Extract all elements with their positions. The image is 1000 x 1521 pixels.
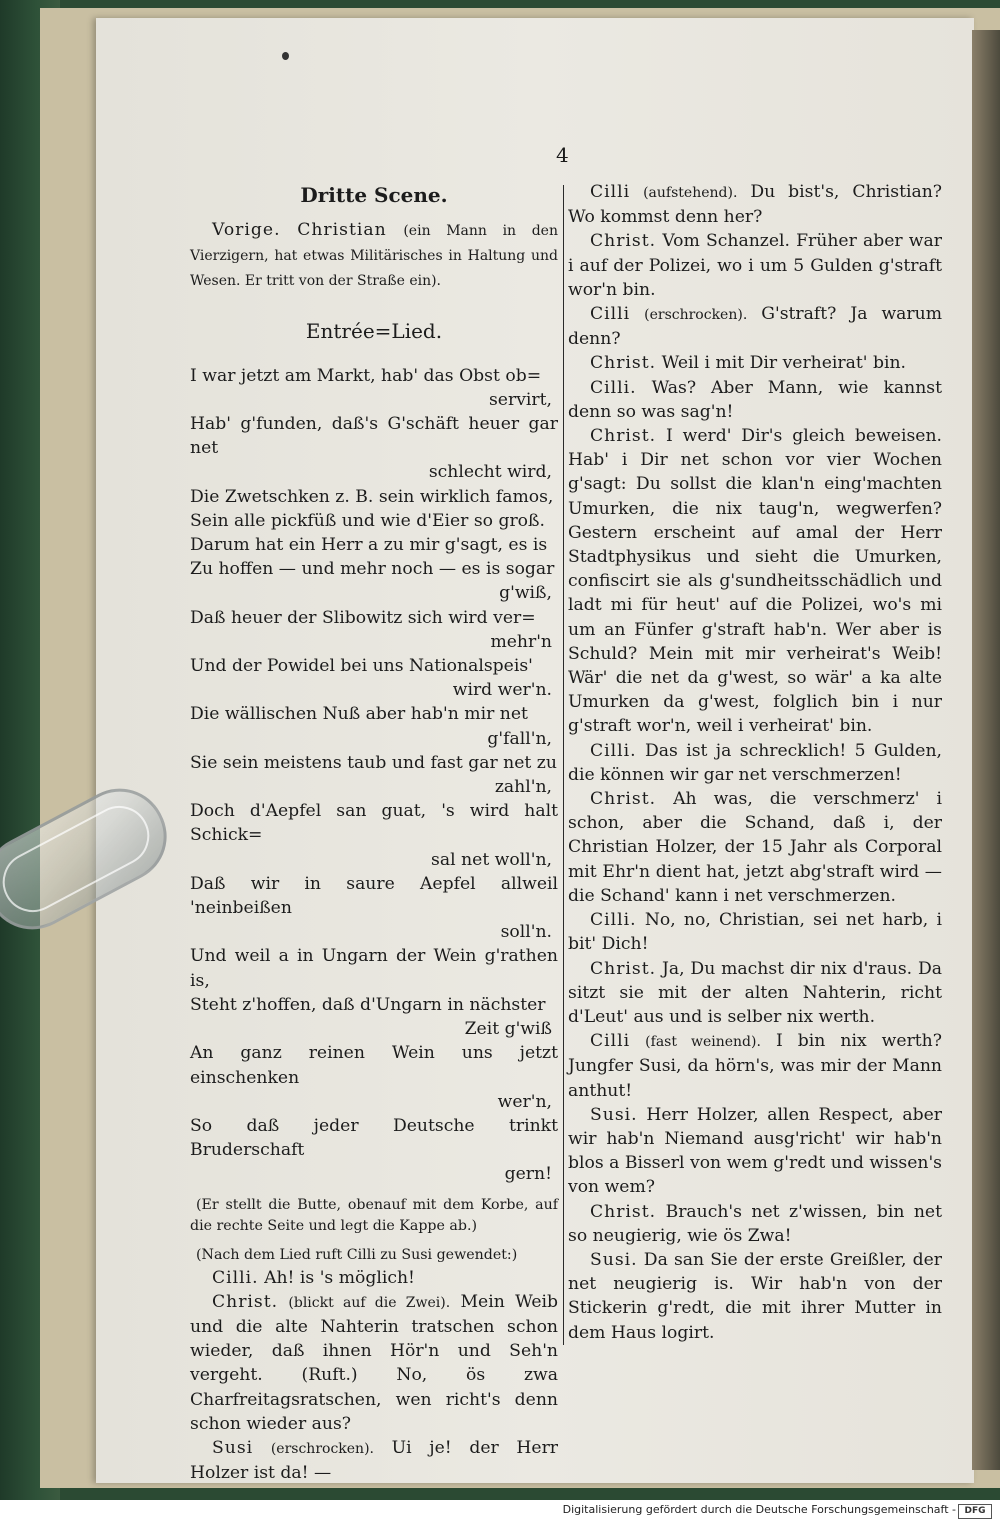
verse-line: Hab' g'funden, daß's G'schäft heuer gar net xyxy=(190,414,558,459)
verse-line: So daß jeder Deutsche trinkt Bruderschaft xyxy=(190,1115,558,1161)
dialogue-line xyxy=(190,1290,558,1436)
song-verse xyxy=(190,364,558,1187)
speaker: Susi xyxy=(212,1437,254,1458)
dialogue-text: Ui je! der Herr Holzer ist da! — xyxy=(190,1437,559,1484)
dialogue-text: Brauch's net z'wissen, bin net so neugierig, wie ös Zwa! xyxy=(568,1201,942,1246)
speaker: Cilli xyxy=(590,1031,631,1052)
dialogue-text: Ah was, die verschmerz' i schon, aber die Schand, daß i, der Christian Holzer, der 15 Jahr als Corporal mit Ehr'n dient hat, jetzt abg'straft wird — die Schand' kann i net verschmerzen. xyxy=(568,789,942,906)
verse-line: Die wällischen Nuß aber hab'n mir net xyxy=(190,704,528,725)
verse-line-cont: soll'n. xyxy=(500,922,552,943)
verse-line: Daß wir in saure Aepfel allweil 'neinbeißen xyxy=(190,873,558,919)
dialogue-text: Das ist ja schrecklich! 5 Gulden, die können wir gar net verschmerzen! xyxy=(568,740,942,785)
speaker: Cilli. xyxy=(590,740,637,761)
verse-line-cont: g'fall'n, xyxy=(487,728,552,749)
speaker: Cilli xyxy=(590,304,631,325)
verse-line: Sein alle pickfüß und wie d'Eier so groß. xyxy=(190,510,545,531)
verse-line: Sie sein meistens taub und fast gar net zu xyxy=(190,752,557,773)
speaker: Christ. xyxy=(590,231,657,252)
stage-direction: (blickt auf die Zwei). xyxy=(288,1294,451,1311)
dialogue-line xyxy=(568,1200,942,1248)
speaker: Christ. xyxy=(590,789,657,810)
speaker: Susi. xyxy=(590,1249,638,1270)
speaker: Christ. xyxy=(590,958,657,979)
stage-direction: (Nach dem Lied ruft Cilli zu Susi gewendet:) xyxy=(196,1246,518,1263)
stage-direction: (aufstehend). xyxy=(643,185,738,201)
verse-line-cont: zahl'n, xyxy=(494,777,552,798)
speaker: Christ. xyxy=(590,1201,657,1222)
dialogue-line xyxy=(568,1248,942,1345)
speaker: Vorige. xyxy=(212,220,281,240)
dialogue-text: Was? Aber Mann, wie kannst denn so was sag'n! xyxy=(568,377,943,422)
left-column xyxy=(190,180,558,1485)
right-column xyxy=(568,180,942,1345)
dialogue-text: Vom Schanzel. Früher aber war i auf der Polizei, wo i um 5 Gulden g'straft wor'n bin. xyxy=(568,231,942,300)
funding-credit: Digitalisierung gefördert durch die Deutsche Forschungsgemeinschaft - xyxy=(562,1503,956,1516)
speaker: Christ. xyxy=(590,353,657,374)
book-right-edge xyxy=(972,30,1000,1470)
dialogue-text: I bin nix werth? Jungfer Susi, da hörn's, was mir der Mann anthut! xyxy=(568,1031,942,1101)
stage-direction: (fast weinend). xyxy=(645,1034,761,1051)
verse-line: Zu hoffen — und mehr noch — es is sogar xyxy=(190,559,555,580)
ink-spot xyxy=(282,52,289,60)
speaker: Cilli xyxy=(590,182,631,202)
verse-line-cont: g'wiß, xyxy=(499,583,552,604)
verse-line-cont: wer'n, xyxy=(497,1091,552,1112)
verse-line: Die Zwetschken z. B. sein wirklich famos, xyxy=(190,486,554,507)
stage-direction: (Er stellt die Butte, obenauf mit dem Korbe, auf die rechte Seite und legt die Kappe ab.) xyxy=(190,1196,558,1234)
verse-line-cont: wird wer'n. xyxy=(452,680,552,701)
dialogue-line xyxy=(568,1029,942,1103)
dialogue-line xyxy=(568,229,942,302)
verse-line: Doch d'Aepfel san guat, 's wird halt Schick= xyxy=(190,801,558,846)
dialogue-text: No, no, Christian, sei net harb, i bit' Dich! xyxy=(568,910,942,955)
dialogue-text: Herr Holzer, allen Respect, aber wir hab'n Niemand ausg'richt' wir hab'n blos a Bisserl von wem g'redt und wissen's von wem? xyxy=(568,1104,942,1198)
verse-line-cont: sal net woll'n, xyxy=(431,849,552,870)
verse-line: Steht z'hoffen, daß d'Ungarn in nächster xyxy=(190,994,546,1015)
verse-line-cont: mehr'n xyxy=(490,631,552,652)
dialogue-text: I werd' Dir's gleich beweisen. Hab' i Dir net schon vor vier Wochen g'sagt: Du sollst die klan'n eing'machten Umurken, die nix taug'n, wegwerfen? Gestern erscheint auf amal der Herr Stadtphysikus und sieht die Umurken, confiscirt sie als g'sundheitsschädlich und ladt mi für heut' auf die Polizei, wo's mi um an Fünfer g'straft hab'n. Wer aber is Schuld? Mein mit mir verheirat's Weib! Wär' die net da g'west, so wär' a ka alte Umurken da g'west, folglich bin i nur g'straft wor'n, weil i verheirat' bin. xyxy=(568,426,942,737)
column-divider xyxy=(563,185,564,1345)
dialogue-text: Ah! is 's möglich! xyxy=(264,1267,415,1288)
verse-line-cont: servirt, xyxy=(488,389,552,410)
dialogue-text: Mein Weib und die alte Nahterin tratschen schon wieder, daß ihnen Hör'n und Seh'n vergeht. (Ruft.) No, ös zwa Charfreitagsratschen, wen richt's denn schon wieder aus? xyxy=(190,1291,558,1434)
speaker: Cilli. xyxy=(590,377,637,398)
speaker: Christ. xyxy=(212,1291,279,1312)
speaker: Cilli. xyxy=(212,1267,259,1288)
dialogue-text: Weil i mit Dir verheirat' bin. xyxy=(661,353,906,374)
dialogue-line xyxy=(568,302,942,351)
song-title: Entrée=Lied. xyxy=(305,318,443,343)
dialogue-line xyxy=(568,908,942,956)
stage-direction: (erschrocken). xyxy=(644,307,748,324)
verse-line-cont: schlecht wird, xyxy=(428,462,552,483)
speaker: Christ. xyxy=(590,426,657,447)
dialogue-line xyxy=(568,1103,942,1200)
verse-line: Und weil a in Ungarn der Wein g'rathen is, xyxy=(190,946,558,991)
speaker: Christian xyxy=(297,220,387,240)
dialogue-line xyxy=(568,957,942,1030)
dialogue-text: G'straft? Ja warum denn? xyxy=(568,304,943,350)
dialogue-line xyxy=(568,180,942,229)
speaker: Susi. xyxy=(590,1104,638,1125)
verse-line: I war jetzt am Markt, hab' das Obst ob= xyxy=(190,365,542,386)
page-number: 4 xyxy=(556,143,569,167)
dialogue-line xyxy=(568,376,942,424)
verse-line-cont: Zeit g'wiß xyxy=(464,1019,552,1040)
dialogue-line xyxy=(568,424,942,739)
verse-line: Darum hat ein Herr a zu mir g'sagt, es is xyxy=(190,535,548,556)
dialogue-line xyxy=(568,739,942,787)
verse-line: Daß heuer der Slibowitz sich wird ver= xyxy=(190,607,536,628)
scene-intro xyxy=(190,218,558,294)
verse-line: An ganz reinen Wein uns jetzt einschenken xyxy=(190,1043,558,1088)
verse-line-cont: gern! xyxy=(504,1164,552,1185)
stage-direction: (erschrocken). xyxy=(270,1440,374,1457)
verse-line: Und der Powidel bei uns Nationalspeis' xyxy=(190,656,533,677)
dialogue-text: Ja, Du machst dir nix d'raus. Da sitzt sie mit der alten Nahterin, richt d'Leut' aus und is selber nix werth. xyxy=(568,958,942,1027)
dialogue-text: Du bist's, Christian? Wo kommst denn her? xyxy=(568,182,943,228)
dialogue-text: Da san Sie der erste Greißler, der net neugierig is. Wir hab'n von der Stickerin g'redt, die mit ihrer Mutter in dem Haus logirt. xyxy=(568,1249,942,1343)
dialogue-line xyxy=(190,1436,558,1485)
scene-title: Dritte Scene. xyxy=(300,183,448,207)
dialogue-line xyxy=(568,351,942,375)
dialogue-line xyxy=(190,1266,558,1290)
stage-direction: (ein Mann in den Vierzigern, hat etwas Militärisches in Haltung und Wesen. Er tritt von der Straße ein). xyxy=(190,223,558,290)
dialogue-line xyxy=(568,787,942,908)
speaker: Cilli. xyxy=(590,910,637,931)
dfg-logo: DFG xyxy=(958,1504,992,1519)
